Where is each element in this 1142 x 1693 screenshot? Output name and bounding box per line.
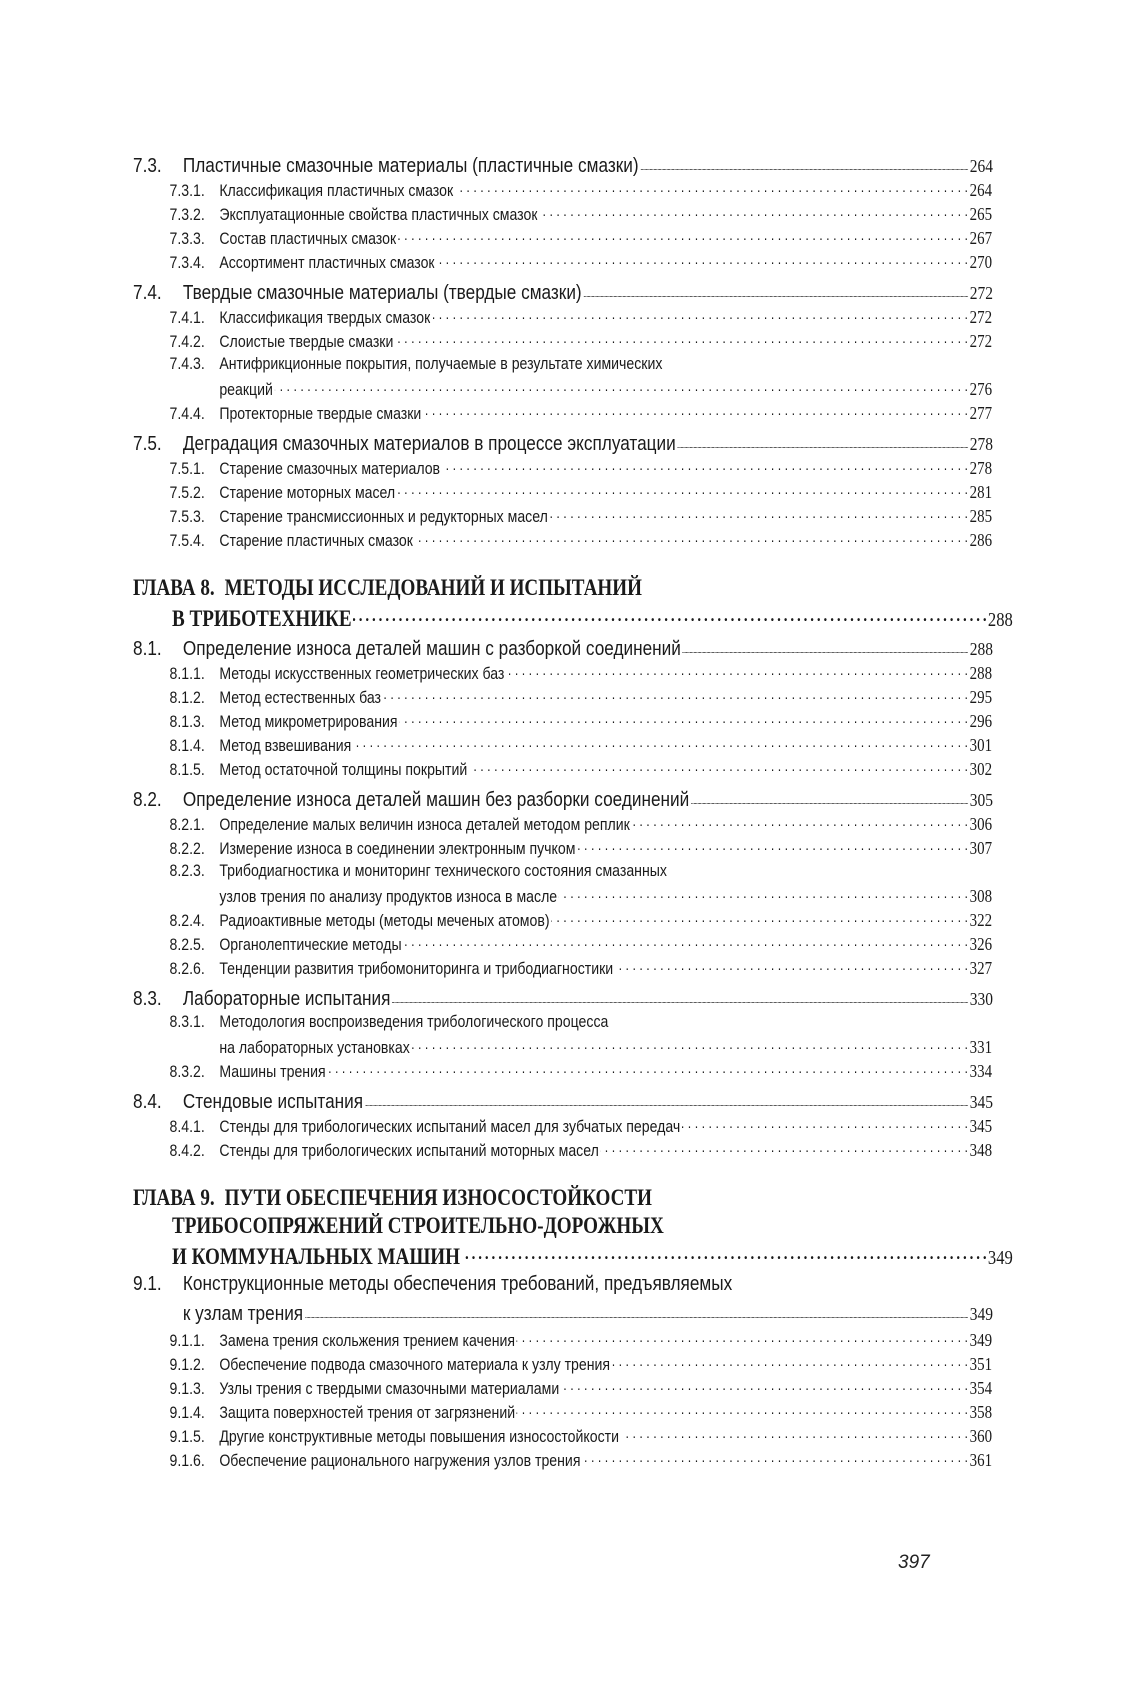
page-number: 277 — [969, 403, 993, 423]
toc-chapter-9-continued-2[interactable] — [133, 1241, 1013, 1269]
section-title: Определение износа деталей машин без разборки соединений — [182, 789, 690, 811]
page-number: 348 — [969, 1140, 993, 1160]
toc-subsection-8-1-4[interactable] — [133, 734, 992, 758]
page-number: 306 — [969, 814, 993, 834]
subsection-title: Узлы трения с твердыми смазочными материалами — [219, 1379, 560, 1398]
subsection-number: 7.5.2. — [169, 483, 205, 502]
dot-leader — [677, 430, 968, 450]
toc-subsection-8-1-1[interactable] — [133, 662, 992, 686]
subsection-number: 9.1.2. — [169, 1355, 205, 1374]
chapter-title-continued: И КОММУНАЛЬНЫХ МАШИН — [172, 1244, 460, 1269]
toc-subsection-8-2-3[interactable] — [133, 861, 992, 885]
toc-subsection-8-2-6[interactable] — [133, 957, 992, 981]
page-number: 288 — [987, 609, 1013, 631]
subsection-title: Метод остаточной толщины покрытий — [219, 760, 468, 779]
section-title: Конструкционные методы обеспечения требований, предъявляемых — [182, 1273, 733, 1295]
dot-leader — [551, 909, 968, 926]
dot-leader — [353, 734, 968, 751]
toc-subsection-7-4-4[interactable] — [133, 402, 992, 426]
dot-leader — [506, 662, 968, 679]
section-title: Деградация смазочных материалов в процессе эксплуатации — [182, 433, 676, 455]
page-number: 360 — [969, 1426, 993, 1446]
page-number: 278 — [969, 434, 993, 454]
subsection-number: 8.2.6. — [169, 959, 205, 978]
subsection-title-continued: реакций — [219, 380, 273, 399]
subsection-number: 7.3.4. — [169, 253, 205, 272]
dot-leader — [583, 279, 968, 299]
page-number: 334 — [969, 1061, 993, 1081]
toc-subsection-8-2-2[interactable] — [133, 837, 992, 861]
page-number: 308 — [969, 886, 993, 906]
page-number: 349 — [969, 1330, 993, 1350]
subsection-title: Трибодиагностика и мониторинг технического состояния смазанных — [219, 861, 667, 880]
dot-leader — [561, 1377, 968, 1394]
toc-subsection-7-5-1[interactable] — [133, 457, 992, 481]
page-number: 345 — [969, 1092, 993, 1112]
subsection-title: Классификация твердых смазок — [219, 308, 431, 327]
dot-leader — [395, 330, 968, 347]
toc-subsection-8-4-2[interactable] — [133, 1139, 992, 1163]
dot-leader — [327, 1060, 968, 1077]
dot-leader — [399, 710, 968, 727]
page-number: 265 — [969, 204, 993, 224]
dot-leader — [559, 885, 968, 902]
section-number: 9.1. — [133, 1273, 162, 1295]
subsection-number: 8.3.1. — [169, 1012, 205, 1031]
subsection-number: 8.4.2. — [169, 1141, 205, 1160]
section-title: Твердые смазочные материалы (твердые смазки) — [182, 282, 582, 304]
subsection-title: Слоистые твердые смазки — [219, 332, 394, 351]
subsection-number: 9.1.6. — [169, 1451, 205, 1470]
chapter-title-continued: ТРИБОСОПРЯЖЕНИЙ СТРОИТЕЛЬНО-ДОРОЖНЫХ — [172, 1213, 664, 1238]
page-number: 267 — [969, 228, 993, 248]
subsection-number: 7.4.4. — [169, 404, 205, 423]
subsection-title: Метод микрометрирования — [219, 712, 398, 731]
subsection-title: Метод естественных баз — [219, 688, 381, 707]
toc-subsection-9-1-2[interactable] — [133, 1353, 992, 1377]
subsection-title: Методология воспроизведения трибологического процесса — [219, 1012, 609, 1031]
table-of-contents — [133, 152, 1013, 1473]
subsection-title: Состав пластичных смазок — [219, 229, 397, 248]
chapter-number: ГЛАВА 9. — [133, 1185, 215, 1210]
toc-subsection-8-3-1[interactable] — [133, 1012, 992, 1036]
toc-subsection-7-3-4[interactable] — [133, 251, 992, 275]
dot-leader — [415, 529, 968, 546]
page-number: 288 — [969, 663, 993, 683]
dot-leader — [469, 758, 968, 775]
dot-leader — [601, 1139, 968, 1156]
subsection-title: Обеспечение рационального нагружения узлов трения — [219, 1451, 581, 1470]
subsection-number: 9.1.5. — [169, 1427, 205, 1446]
toc-subsection-7-4-3[interactable] — [133, 354, 992, 378]
subsection-number: 8.1.3. — [169, 712, 205, 731]
toc-subsection-7-5-2[interactable] — [133, 481, 992, 505]
dot-leader — [411, 1036, 968, 1053]
toc-subsection-8-3-2[interactable] — [133, 1060, 992, 1084]
page-folio-number: 397 — [898, 1552, 930, 1573]
page-number: 301 — [969, 735, 993, 755]
toc-section-9-1-continued[interactable] — [133, 1300, 993, 1329]
page-number: 270 — [969, 252, 993, 272]
dot-leader — [615, 957, 968, 974]
toc-chapter-8-continued[interactable] — [133, 603, 1013, 631]
page-number: 288 — [969, 639, 993, 659]
subsection-title: Машины трения — [219, 1062, 326, 1081]
subsection-number: 7.4.2. — [169, 332, 205, 351]
dot-leader — [539, 203, 968, 220]
page-number: 351 — [969, 1354, 993, 1374]
subsection-number: 7.3.2. — [169, 205, 205, 224]
subsection-number: 7.5.3. — [169, 507, 205, 526]
dot-leader — [432, 306, 968, 323]
page-number: 278 — [969, 458, 993, 478]
dot-leader — [577, 837, 968, 854]
dot-leader — [403, 933, 968, 950]
toc-section-8-3[interactable] — [133, 985, 993, 1012]
subsection-title: Замена трения скольжения трением качения — [219, 1331, 516, 1350]
subsection-number: 9.1.3. — [169, 1379, 205, 1398]
dot-leader — [640, 152, 968, 172]
page-number: 281 — [969, 482, 993, 502]
section-number: 8.2. — [133, 789, 162, 811]
toc-section-7-5[interactable] — [133, 430, 993, 457]
dot-leader — [442, 457, 968, 474]
section-number: 7.3. — [133, 155, 162, 177]
page-number: 264 — [969, 156, 993, 176]
toc-subsection-8-2-1[interactable] — [133, 813, 992, 837]
toc-subsection-8-3-1-continued[interactable] — [133, 1036, 992, 1060]
toc-section-8-1[interactable] — [133, 635, 993, 662]
dot-leader — [621, 1425, 968, 1442]
dot-leader — [436, 251, 968, 268]
subsection-title: Методы искусственных геометрических баз — [219, 664, 505, 683]
subsection-number: 8.2.3. — [169, 861, 205, 880]
toc-section-9-1[interactable] — [133, 1273, 993, 1300]
toc-subsection-8-1-2[interactable] — [133, 686, 992, 710]
chapter-title-continued: В ТРИБОТЕХНИКЕ — [172, 606, 352, 631]
page-number: 295 — [969, 687, 993, 707]
page-number: 349 — [987, 1247, 1013, 1269]
chapter-title: МЕТОДЫ ИССЛЕДОВАНИЙ И ИСПЫТАНИЙ — [224, 575, 642, 600]
subsection-title: Защита поверхностей трения от загрязнений — [219, 1403, 516, 1422]
subsection-title: Ассортимент пластичных смазок — [219, 253, 435, 272]
section-number: 7.4. — [133, 282, 162, 304]
subsection-number: 8.2.1. — [169, 815, 205, 834]
toc-subsection-8-1-3[interactable] — [133, 710, 992, 734]
page-number: 361 — [969, 1450, 993, 1470]
subsection-title: Радиоактивные методы (методы меченых атомов) — [219, 911, 550, 930]
subsection-title: Обеспечение подвода смазочного материала к узлу трения — [219, 1355, 611, 1374]
subsection-number: 7.4.1. — [169, 308, 205, 327]
page-number: 354 — [969, 1378, 993, 1398]
toc-chapter-9-continued[interactable] — [133, 1213, 1013, 1241]
subsection-title: Протекторные твердые смазки — [219, 404, 422, 423]
toc-section-8-2[interactable] — [133, 786, 993, 813]
page-number: 327 — [969, 958, 993, 978]
dot-leader — [517, 1401, 968, 1418]
dot-leader — [398, 227, 968, 244]
dot-leader — [691, 786, 968, 806]
toc-subsection-9-1-4[interactable] — [133, 1401, 992, 1425]
page-number: 286 — [969, 530, 993, 550]
subsection-number: 8.2.5. — [169, 935, 205, 954]
subsection-number: 9.1.4. — [169, 1403, 205, 1422]
subsection-number: 8.1.2. — [169, 688, 205, 707]
toc-subsection-8-2-4[interactable] — [133, 909, 992, 933]
subsection-number: 8.1.1. — [169, 664, 205, 683]
dot-leader — [682, 1115, 968, 1132]
subsection-number: 8.2.4. — [169, 911, 205, 930]
page-number: 302 — [969, 759, 993, 779]
dot-leader — [392, 985, 968, 1005]
section-title: Определение износа деталей машин с разборкой соединений — [182, 638, 681, 660]
subsection-number: 7.5.4. — [169, 531, 205, 550]
page-number: 296 — [969, 711, 993, 731]
subsection-number: 7.3.3. — [169, 229, 205, 248]
subsection-title-continued: на лабораторных установках — [219, 1038, 410, 1057]
subsection-title: Метод взвешивания — [219, 736, 352, 755]
dot-leader — [455, 179, 968, 196]
subsection-title: Тенденции развития трибомониторинга и трибодиагностики — [219, 959, 614, 978]
dot-leader — [275, 378, 968, 395]
page-number: 358 — [969, 1402, 993, 1422]
subsection-number: 9.1.1. — [169, 1331, 205, 1350]
toc-subsection-7-4-1[interactable] — [133, 306, 992, 330]
section-title: Стендовые испытания — [182, 1091, 364, 1113]
toc-subsection-7-3-1[interactable] — [133, 179, 992, 203]
toc-subsection-7-5-3[interactable] — [133, 505, 992, 529]
subsection-number: 8.1.5. — [169, 760, 205, 779]
page-number: 330 — [969, 989, 993, 1009]
subsection-number: 7.5.1. — [169, 459, 205, 478]
toc-chapter-8[interactable] — [133, 575, 1013, 603]
dot-leader — [305, 1300, 968, 1320]
section-title: Лабораторные испытания — [182, 988, 391, 1010]
subsection-title: Измерение износа в соединении электронным пучком — [219, 839, 576, 858]
subsection-title: Классификация пластичных смазок — [219, 181, 454, 200]
toc-subsection-7-5-4[interactable] — [133, 529, 992, 553]
dot-leader — [365, 1088, 968, 1108]
section-number: 8.3. — [133, 988, 162, 1010]
subsection-title: Старение трансмиссионных и редукторных масел — [219, 507, 548, 526]
dot-leader — [397, 481, 968, 498]
subsection-number: 8.1.4. — [169, 736, 205, 755]
dot-leader — [383, 686, 968, 703]
dot-leader — [423, 402, 968, 419]
subsection-title: Старение моторных масел — [219, 483, 396, 502]
subsection-number: 7.3.1. — [169, 181, 205, 200]
page-number: 345 — [969, 1116, 993, 1136]
toc-section-8-4[interactable] — [133, 1088, 993, 1115]
dot-leader — [683, 635, 968, 655]
chapter-number: ГЛАВА 8. — [133, 575, 215, 600]
chapter-title: ПУТИ ОБЕСПЕЧЕНИЯ ИЗНОСОСТОЙКОСТИ — [224, 1185, 652, 1210]
dot-leader — [582, 1449, 968, 1466]
toc-subsection-9-1-1[interactable] — [133, 1329, 992, 1353]
toc-chapter-9[interactable] — [133, 1185, 1013, 1213]
toc-subsection-9-1-3[interactable] — [133, 1377, 992, 1401]
dot-leader — [462, 1241, 987, 1264]
toc-subsection-8-2-5[interactable] — [133, 933, 992, 957]
dot-leader — [612, 1353, 968, 1370]
toc-subsection-7-3-3[interactable] — [133, 227, 992, 251]
subsection-title-continued: узлов трения по анализу продуктов износа в масле — [219, 887, 558, 906]
subsection-title: Эксплуатационные свойства пластичных смазок — [219, 205, 538, 224]
subsection-title: Антифрикционные покрытия, получаемые в результате химических — [219, 354, 663, 373]
section-number: 7.5. — [133, 433, 162, 455]
toc-subsection-9-1-5[interactable] — [133, 1425, 992, 1449]
page-number: 307 — [969, 838, 993, 858]
subsection-number: 8.3.2. — [169, 1062, 205, 1081]
section-number: 8.4. — [133, 1091, 162, 1113]
subsection-number: 8.4.1. — [169, 1117, 205, 1136]
subsection-title: Старение смазочных материалов — [219, 459, 441, 478]
subsection-title: Другие конструктивные методы повышения износостойкости — [219, 1427, 619, 1446]
page-number: 264 — [969, 180, 993, 200]
dot-leader — [631, 813, 967, 830]
subsection-title: Старение пластичных смазок — [219, 531, 413, 550]
subsection-title: Определение малых величин износа деталей методом реплик — [219, 815, 630, 834]
page-number: 272 — [969, 283, 993, 303]
subsection-title: Органолептические методы — [219, 935, 402, 954]
toc-subsection-8-4-1[interactable] — [133, 1115, 992, 1139]
toc-subsection-8-1-5[interactable] — [133, 758, 992, 782]
page-number: 285 — [969, 506, 993, 526]
toc-subsection-9-1-6[interactable] — [133, 1449, 992, 1473]
page-number: 272 — [969, 307, 993, 327]
page-number: 305 — [969, 790, 993, 810]
page-number: 276 — [969, 379, 993, 399]
toc-subsection-8-2-3-continued[interactable] — [133, 885, 992, 909]
section-title-continued: к узлам трения — [182, 1303, 304, 1325]
spacer — [133, 1163, 1013, 1185]
dot-leader — [353, 603, 986, 626]
page-number: 331 — [969, 1037, 993, 1057]
dot-leader — [550, 505, 968, 522]
toc-subsection-7-4-3-continued[interactable] — [133, 378, 992, 402]
toc-subsection-7-3-2[interactable] — [133, 203, 992, 227]
page-number: 326 — [969, 934, 993, 954]
subsection-title: Стенды для трибологических испытаний масел для зубчатых передач — [219, 1117, 681, 1136]
subsection-number: 8.2.2. — [169, 839, 205, 858]
page-number: 322 — [969, 910, 993, 930]
toc-section-7-4[interactable] — [133, 279, 993, 306]
toc-section-7-3[interactable] — [133, 152, 993, 179]
spacer — [133, 553, 1013, 575]
page-number: 349 — [969, 1304, 993, 1324]
subsection-title: Стенды для трибологических испытаний моторных масел — [219, 1141, 599, 1160]
section-title: Пластичные смазочные материалы (пластичные смазки) — [182, 155, 639, 177]
page-number: 272 — [969, 331, 993, 351]
dot-leader — [517, 1329, 968, 1346]
section-number: 8.1. — [133, 638, 162, 660]
toc-subsection-7-4-2[interactable] — [133, 330, 992, 354]
subsection-number: 7.4.3. — [169, 354, 205, 373]
